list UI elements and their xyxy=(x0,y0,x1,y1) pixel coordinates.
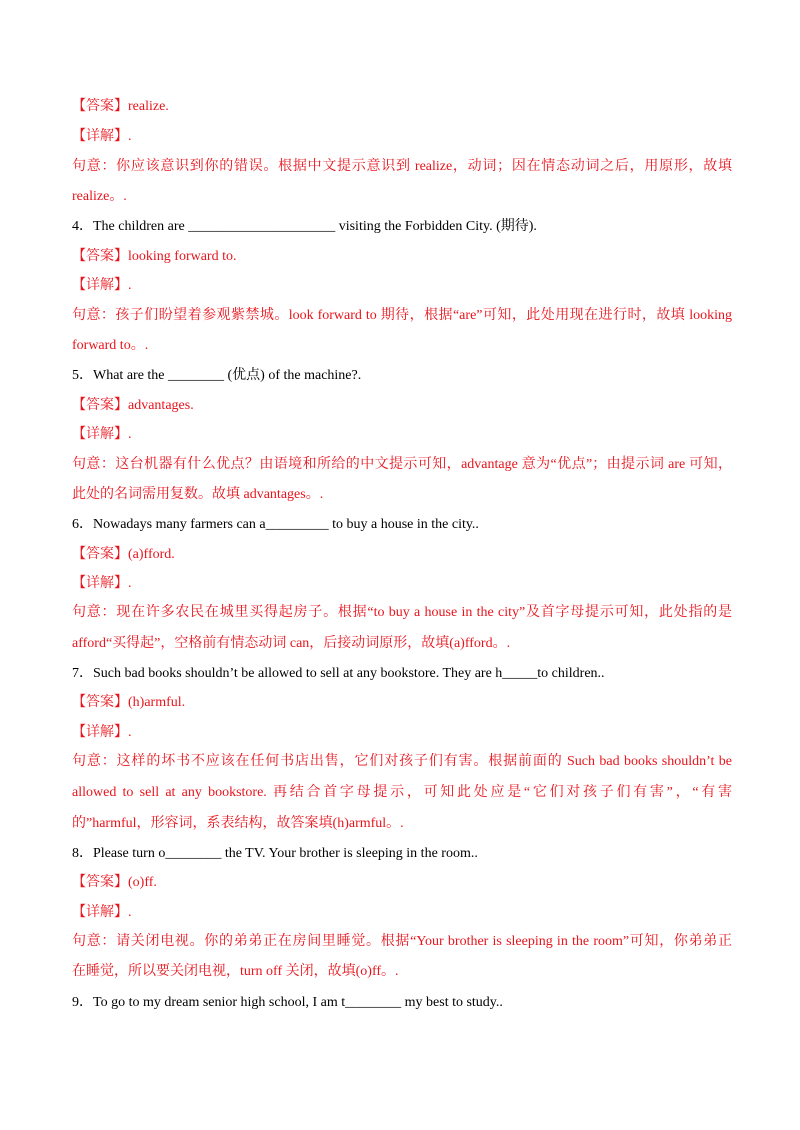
explanation-label: 【详解】. xyxy=(72,905,132,920)
explanation-text: 的”harmful，形容词，系表结构，故答案填(h)armful。. xyxy=(72,816,404,831)
answer-line: 【答案】looking forward to. xyxy=(72,249,237,264)
answer-line: 【答案】realize. xyxy=(72,99,169,114)
explanation-text: 句意：这台机器有什么优点？由语境和所给的中文提示可知，advantage 意为“优点”；由提示词 are 可知， xyxy=(72,457,732,472)
explanation-text: 句意：请关闭电视。你的弟弟正在房间里睡觉。根据“Your brother is sleeping in the room”可知，你弟弟正 xyxy=(72,934,732,949)
answer-line: 【答案】advantages. xyxy=(72,398,194,413)
explanation-text: 句意：这样的坏书不应该在任何书店出售，它们对孩子们有害。根据前面的 Such bad books shouldn’t be xyxy=(72,754,732,769)
explanation-text: realize。. xyxy=(72,189,127,204)
explanation-text: 句意：孩子们盼望着参观紫禁城。look forward to 期待，根据“are”可知，此处用现在进行时，故填 looking xyxy=(72,308,732,323)
explanation-text: 句意：现在许多农民在城里买得起房子。根据“to buy a house in the city”及首字母提示可知，此处指的是 xyxy=(72,605,732,620)
explanation-text: allowed to sell at any bookstore. 再结合首字母提示，可知此处应是“它们对孩子们有害”，“有害 xyxy=(72,785,732,800)
question-7: 7．Such bad books shouldn’t be allowed to sell at any bookstore. They are h_____to children.. xyxy=(72,666,605,681)
question-9: 9．To go to my dream senior high school, I am t________ my best to study.. xyxy=(72,995,503,1010)
question-5: 5．What are the ________ (优点) of the machine?. xyxy=(72,368,362,383)
explanation-label: 【详解】. xyxy=(72,576,132,591)
answer-line: 【答案】(a)fford. xyxy=(72,547,175,562)
explanation-label: 【详解】. xyxy=(72,427,132,442)
question-4: 4．The children are _____________________ visiting the Forbidden City. (期待). xyxy=(72,219,537,234)
explanation-label: 【详解】. xyxy=(72,129,132,144)
answer-line: 【答案】(o)ff. xyxy=(72,875,157,890)
question-8: 8．Please turn o________ the TV. Your brother is sleeping in the room.. xyxy=(72,846,478,861)
explanation-text: forward to。. xyxy=(72,338,149,353)
answer-line: 【答案】(h)armful. xyxy=(72,695,186,710)
explanation-text: afford“买得起”，空格前有情态动词 can，后接动词原形，故填(a)fford。. xyxy=(72,636,511,651)
explanation-text: 此处的名词需用复数。故填 advantages。. xyxy=(72,487,324,502)
explanation-label: 【详解】. xyxy=(72,278,132,293)
explanation-text: 在睡觉，所以要关闭电视，turn off 关闭，故填(o)ff。. xyxy=(72,964,399,979)
explanation-label: 【详解】. xyxy=(72,725,132,740)
explanation-text: 句意：你应该意识到你的错误。根据中文提示意识到 realize，动词；因在情态动词之后，用原形，故填 xyxy=(72,159,732,174)
question-6: 6．Nowadays many farmers can a_________ to buy a house in the city.. xyxy=(72,517,479,532)
